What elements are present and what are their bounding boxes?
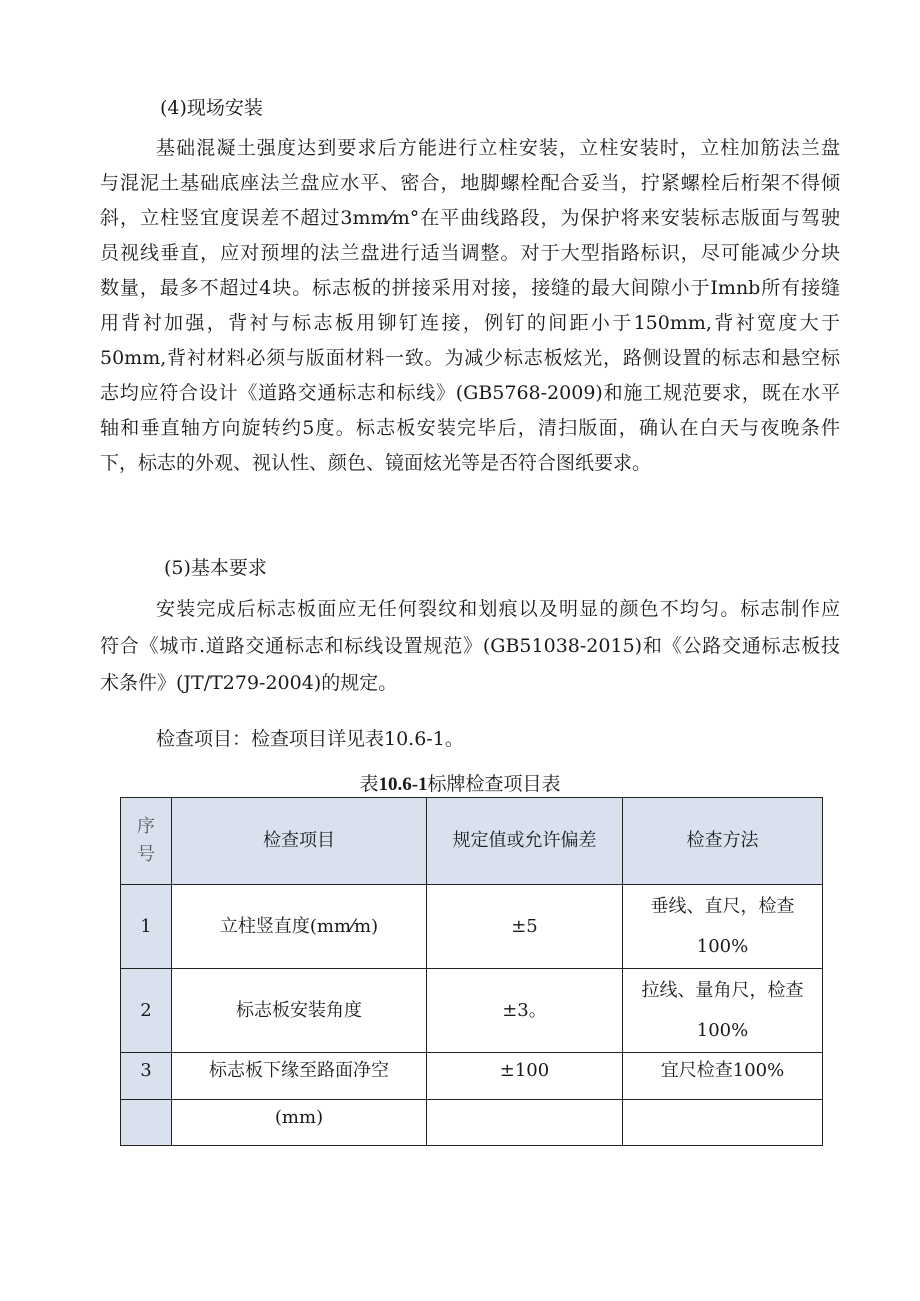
table-row [121,1100,823,1146]
header-item: 检查项目 [172,798,427,885]
paragraph-line: 符合《城市.道路交通标志和标线设置规范》(GB51038-2015)和《公路交通标志板技 [100,635,840,657]
paragraph-line: 术条件》(JT/T279-2004)的规定。 [100,672,398,694]
table-row [121,1053,823,1100]
paragraph-line: 志均应符合设计《道路交通标志和标线》(GB5768-2009)和施工规范要求，既在水平 [100,382,840,404]
basic-paragraph [100,597,840,695]
row-item: 标志板下缘至路面净空 [172,1053,427,1100]
paragraph-line: 用背衬加强，背衬与标志板用铆钉连接，例钉的间距小于150mm,背衬宽度大于 [100,312,840,334]
row-tolerance [427,1100,623,1146]
table-row [121,885,823,969]
row-method: 宜尺检查100% [623,1053,823,1100]
paragraph-line: 斜，立柱竖宜度误差不超过3mm⁄m°在平曲线路段，为保护将来安装标志版面与驾驶 [100,207,840,229]
install-paragraph [100,136,840,475]
paragraph-line: 安装完成后标志板面应无任何裂纹和划痕以及明显的颜色不均匀。标志制作应 [156,598,840,620]
row-tolerance: ±3。 [427,969,623,1053]
row-method: 拉线、量角尺，检查 100% [623,969,823,1053]
paragraph-line: 50mm,背衬材料必须与版面材料一致。为减少标志板炫光，路侧设置的标志和悬空标 [100,347,840,369]
row-method [623,1100,823,1146]
table-header-row [121,798,823,885]
install-heading: (4)现场安装 [160,97,263,119]
row-tolerance: ±100 [427,1053,623,1100]
row-seq: 2 [121,969,172,1053]
header-tolerance: 规定值或允许偏差 [427,798,623,885]
table-caption: 表10.6-1标牌检查项目表 [359,773,561,795]
row-seq [121,1100,172,1146]
row-method: 垂线、直尺，检查 100% [623,885,823,969]
inspection-table [120,797,823,1146]
row-item: 标志板安装角度 [172,969,427,1053]
paragraph-line: 与混泥土基础底座法兰盘应水平、密合，地脚螺栓配合妥当，拧紧螺栓后桁架不得倾 [100,172,840,194]
paragraph-line: 下，标志的外观、视认性、颜色、镜面炫光等是否符合图纸要求。 [100,452,652,474]
row-seq: 1 [121,885,172,969]
paragraph-line: 轴和垂直轴方向旋转约5度。标志板安装完毕后，清扫版面，确认在白天与夜晚条件 [100,417,840,439]
table-row [121,969,823,1053]
row-seq: 3 [121,1053,172,1100]
basic-heading: (5)基本要求 [164,557,267,579]
check-line: 检查项目：检查项目详见表10.6-1。 [156,728,464,750]
row-item: 立柱竖直度(mm⁄m) [172,885,427,969]
header-method: 检查方法 [623,798,823,885]
paragraph-line: 基础混凝土强度达到要求后方能进行立柱安装，立柱安装时，立柱加筋法兰盘 [156,137,840,159]
paragraph-line: 员视线垂直，应对预埋的法兰盘进行适当调整。对于大型指路标识，尽可能减少分块 [100,242,840,264]
header-seq: 序 号 [121,798,172,885]
row-tolerance: ±5 [427,885,623,969]
paragraph-line: 数量，最多不超过4块。标志板的拼接采用对接，接缝的最大间隙小于Imnb所有接缝 [100,277,840,299]
row-item: (mm) [172,1100,427,1146]
